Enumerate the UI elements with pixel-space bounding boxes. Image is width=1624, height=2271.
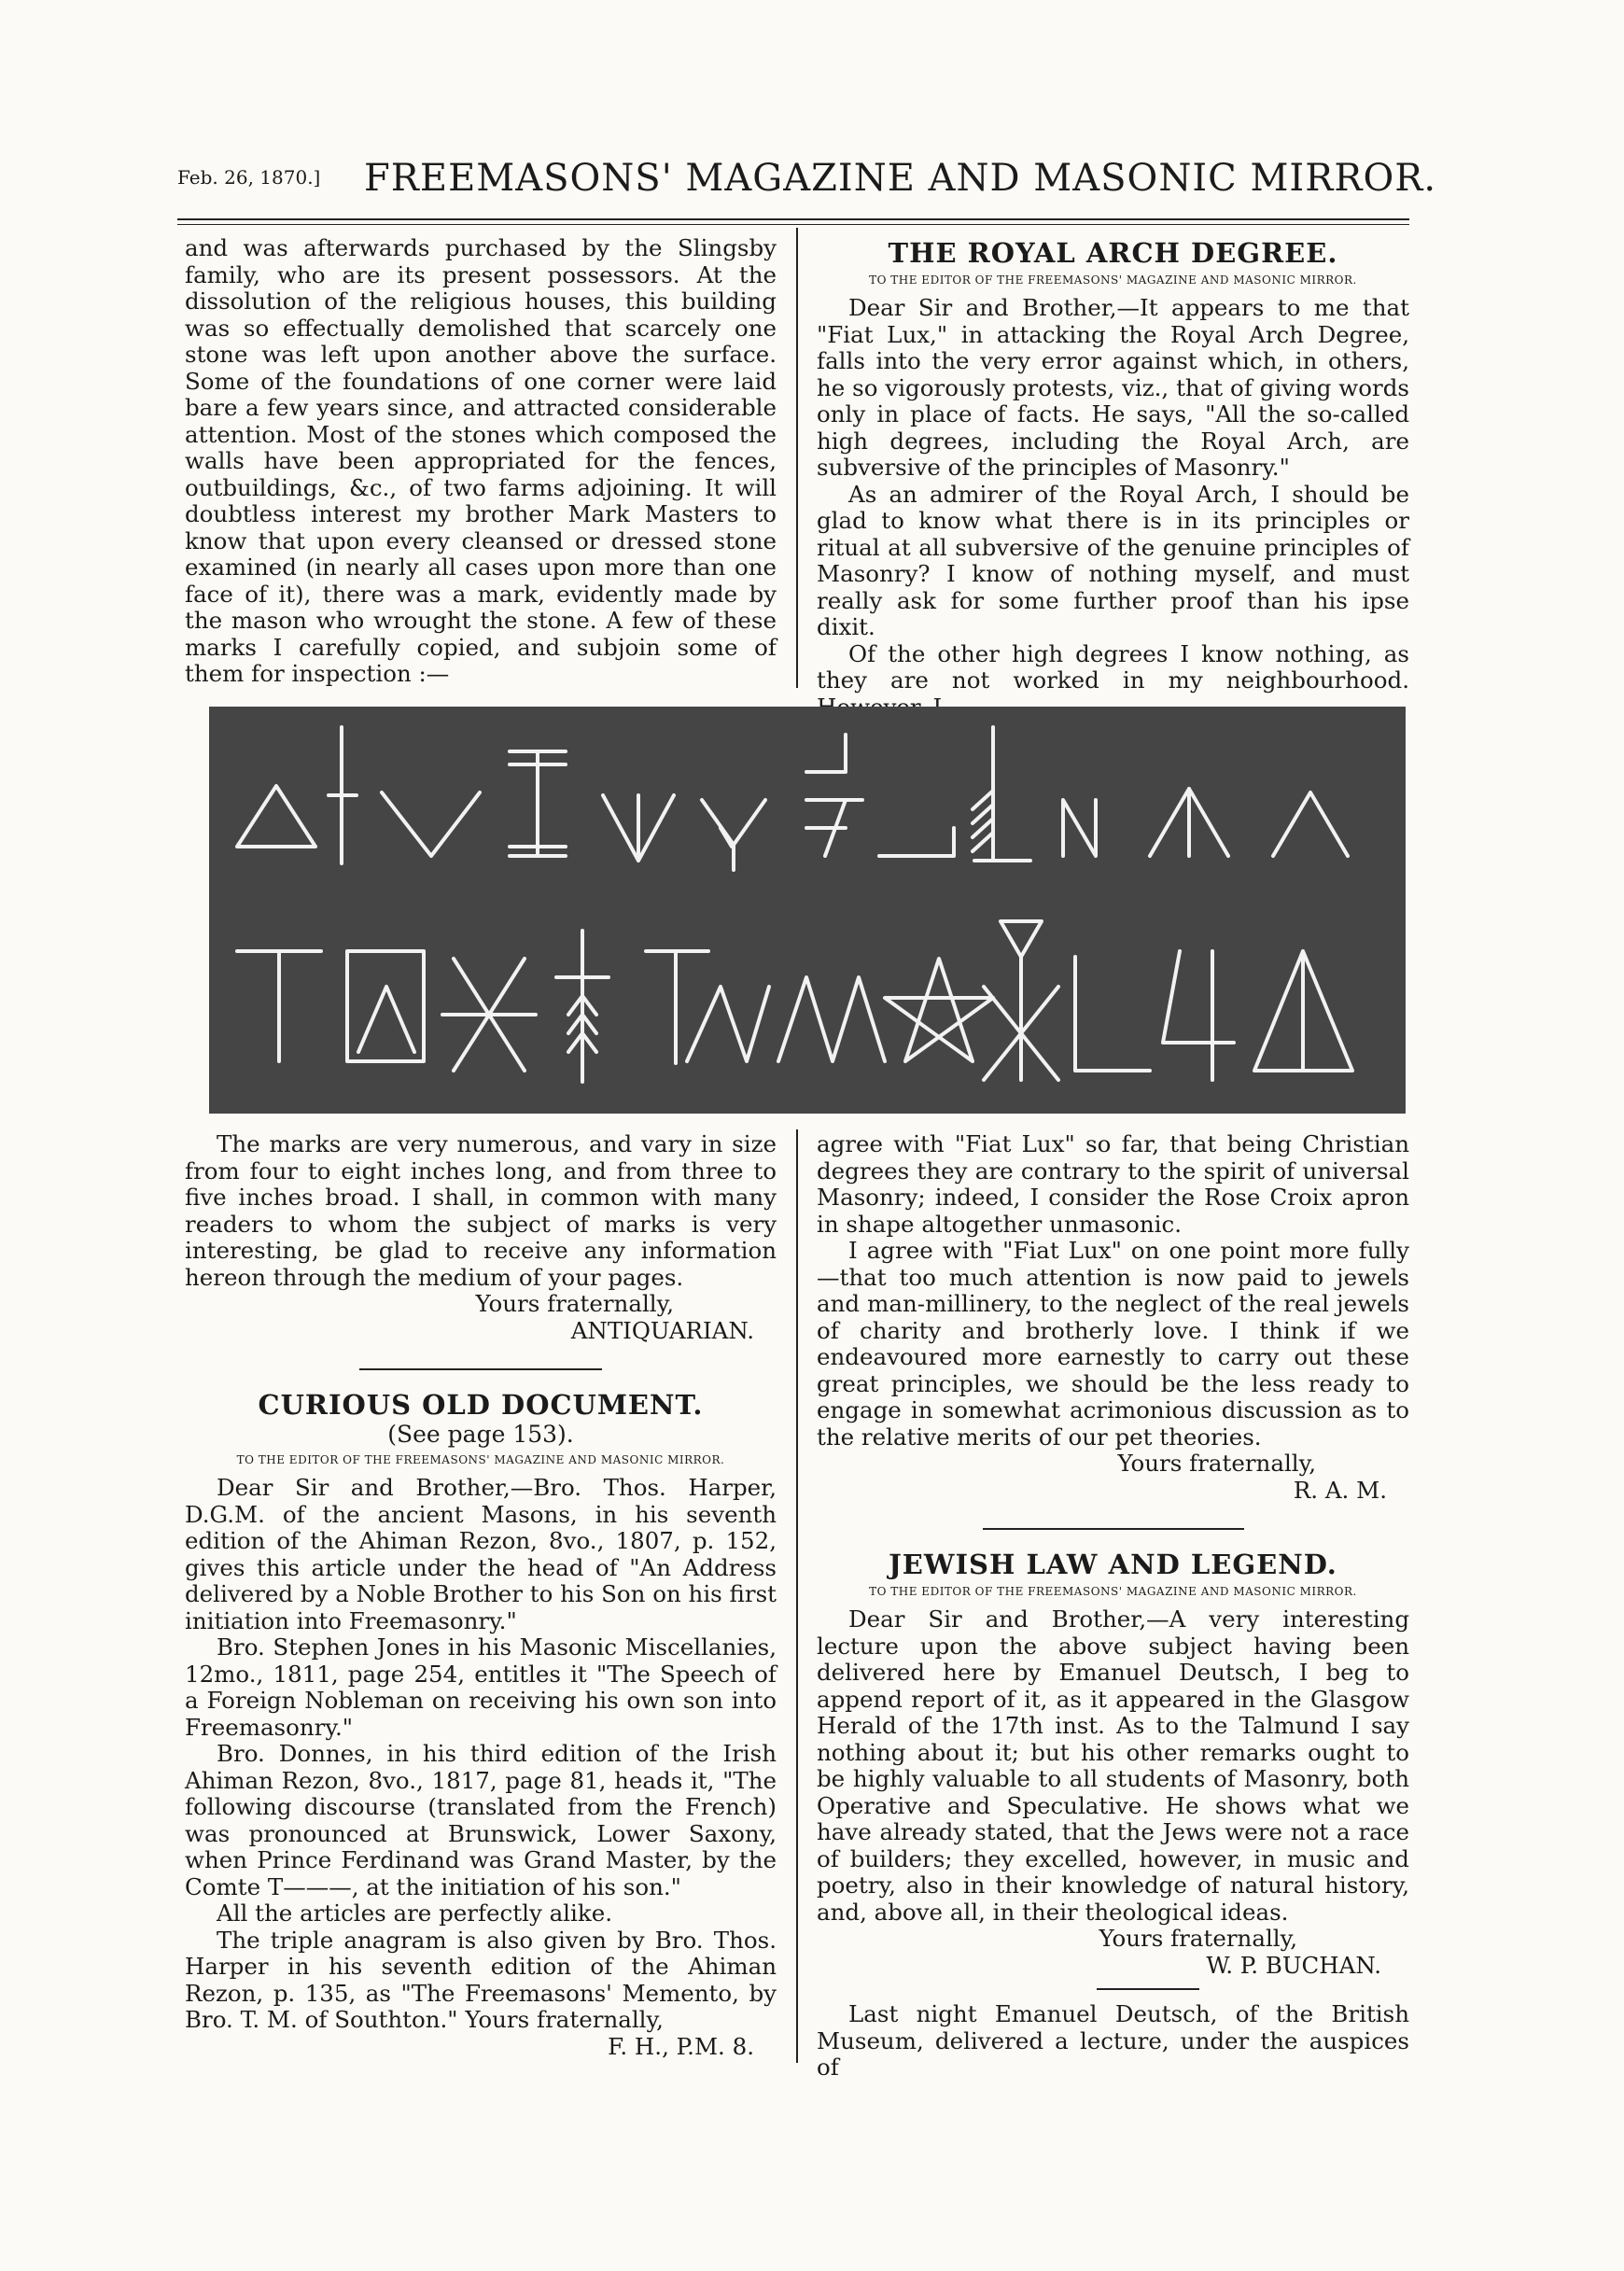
jewish-law-signature: W. P. BUCHAN. <box>1206 1951 1381 1979</box>
right-column-upper <box>817 237 1409 721</box>
curious-document-paragraph-3: Bro. Donnes, in his third edition of the Irish Ahiman Rezon, 8vo., 1817, page 81, heads it, "The following discourse (translated from the French) was pronounced at Brunswick, Lower Saxony, when Prince Ferdinand was Grand Master, by the Comte T———, at the initiation of his son." <box>185 1740 777 1900</box>
antiquarian-signature: ANTIQUARIAN. <box>570 1316 754 1344</box>
marks-continuation-text: The marks are very numerous, and vary in size from four to eight inches long, and from three to five inches broad. I shall, in common with many readers to whom the subject of marks is very interesting, be glad to receive any information hereon through the medium of your pages. <box>185 1130 777 1291</box>
column-divider-upper <box>796 228 798 688</box>
curious-document-paragraph-5: The triple anagram is also given by Bro. Thos. Harper in his seventh edition of the Ahiman Rezon, p. 135, as "The Freemasons' Memento, by Bro. T. M. of Southton." Yours fraternally, <box>185 1926 777 2033</box>
royal-arch-closing: Yours fraternally, <box>1117 1450 1316 1477</box>
jewish-law-paragraph-2: Last night Emanuel Deutsch, of the British Museum, delivered a lecture, under the auspices of <box>817 2000 1409 2081</box>
jewish-law-subhead: TO THE EDITOR OF THE FREEMASONS' MAGAZINE AND MASONIC MIRROR. <box>869 1585 1357 1598</box>
curious-document-paragraph-4: All the articles are perfectly alike. <box>217 1900 612 1927</box>
section-divider <box>359 1368 602 1370</box>
right-column-lower <box>817 1131 1409 2082</box>
curious-document-subhead: TO THE EDITOR OF THE FREEMASONS' MAGAZINE AND MASONIC MIRROR. <box>236 1453 725 1466</box>
masthead-title: FREEMASONS' MAGAZINE AND MASONIC MIRROR. <box>364 157 1437 200</box>
left-column-lower <box>185 1131 777 2060</box>
curious-document-paragraph-2: Bro. Stephen Jones in his Masonic Miscellanies, 12mo., 1811, page 254, entitles it "The Speech of a Foreign Nobleman on receiving his own son into Freemasonry." <box>185 1633 777 1741</box>
royal-arch-heading: THE ROYAL ARCH DEGREE. <box>888 237 1338 269</box>
royal-arch-signature: R. A. M. <box>1293 1476 1387 1504</box>
header-rule <box>177 218 1409 220</box>
curious-document-heading: CURIOUS OLD DOCUMENT. <box>258 1389 704 1421</box>
masons-marks-illustration <box>209 707 1406 1114</box>
royal-arch-paragraph-1: Dear Sir and Brother,—It appears to me that "Fiat Lux," in attacking the Royal Arch Degree, falls into the very error against which, in others, he so vigorously protests, viz., that of giving words only in place of facts. He says, "All the so-called high degrees, including the Royal Arch, are subversive of the principles of Masonry." <box>817 294 1409 481</box>
curious-document-signature: F. H., P.M. 8. <box>608 2032 754 2060</box>
section-divider <box>983 1528 1244 1530</box>
royal-arch-paragraph-2: As an admirer of the Royal Arch, I should be glad to know what there is in its principles or ritual at all subversive of the genuine principles of Masonry? I know of nothing myself, and must really ask for some further proof than his ipse dixit. <box>817 480 1409 640</box>
column-divider-lower <box>796 1129 798 2063</box>
royal-arch-paragraph-4: agree with "Fiat Lux" so far, that being Christian degrees they are contrary to the spirit of universal Masonry; indeed, I consider the Rose Croix apron in shape altogether unmasonic. <box>817 1130 1409 1238</box>
curious-document-paragraph-1: Dear Sir and Brother,—Bro. Thos. Harper, D.G.M. of the ancient Masons, in his seventh edition of the Ahiman Rezon, 8vo., 1807, p. 152, gives this article under the head of "An Address delivered by a Noble Brother to his Son on his first initiation into Freemasonry." <box>185 1474 777 1634</box>
jewish-law-closing: Yours fraternally, <box>1099 1925 1297 1952</box>
masons-marks-svg <box>209 707 1406 1114</box>
header-date: Feb. 26, 1870.] <box>177 166 321 189</box>
curious-document-see: (See page 153). <box>387 1421 574 1448</box>
antiquarian-letter-text: and was afterwards purchased by the Slingsby family, who are its present possessors. At the dissolution of the religious houses, this building was so effectually demolished that scarcely one stone was left upon another above the surface. Some of the foundations of one corner were laid bare a few years since, and attracted considerable attention. Most of the stones which composed the walls have been appropriated for the fences, outbuildings, &c., of two farms adjoining. It will doubtless interest my brother Mark Masters to know that upon every cleansed or dressed stone examined (in nearly all cases upon more than one face of it), there was a mark, evidently made by the mason who wrought the stone. A few of these marks I carefully copied, and subjoin some of them for inspection :— <box>185 234 777 687</box>
section-divider-short <box>1097 1988 1199 1990</box>
left-column-upper <box>185 235 777 688</box>
jewish-law-paragraph-1: Dear Sir and Brother,—A very interesting lecture upon the above subject having been delivered here by Emanuel Deutsch, I beg to append report of it, as it appeared in the Glasgow Herald of the 17th inst. As to the Talmund I say nothing about it; but his other remarks ought to be highly valuable to all students of Masonry, both Operative and Speculative. He shows what we have already stated, that the Jews were not a race of builders; they excelled, however, in music and poetry, also in their knowledge of natural history, and, above all, in their theological ideas. <box>817 1605 1409 1926</box>
antiquarian-closing: Yours fraternally, <box>475 1290 674 1317</box>
royal-arch-paragraph-5: I agree with "Fiat Lux" on one point more fully—that too much attention is now paid to jewels and man-millinery, to the neglect of the real jewels of charity and brotherly love. I think if we endeavoured more earnestly to carry out these great principles, we should be the less ready to engage in somewhat acrimonious discussion as to the relative merits of our pet theories. <box>817 1237 1409 1451</box>
header-rule-lower <box>177 224 1409 225</box>
royal-arch-paragraph-3: Of the other high degrees I know nothing, as they are not worked in my neighbourhood. <box>817 639 1409 694</box>
royal-arch-subhead: TO THE EDITOR OF THE FREEMASONS' MAGAZINE AND MASONIC MIRROR. <box>869 273 1357 287</box>
jewish-law-heading: JEWISH LAW AND LEGEND. <box>889 1549 1337 1580</box>
